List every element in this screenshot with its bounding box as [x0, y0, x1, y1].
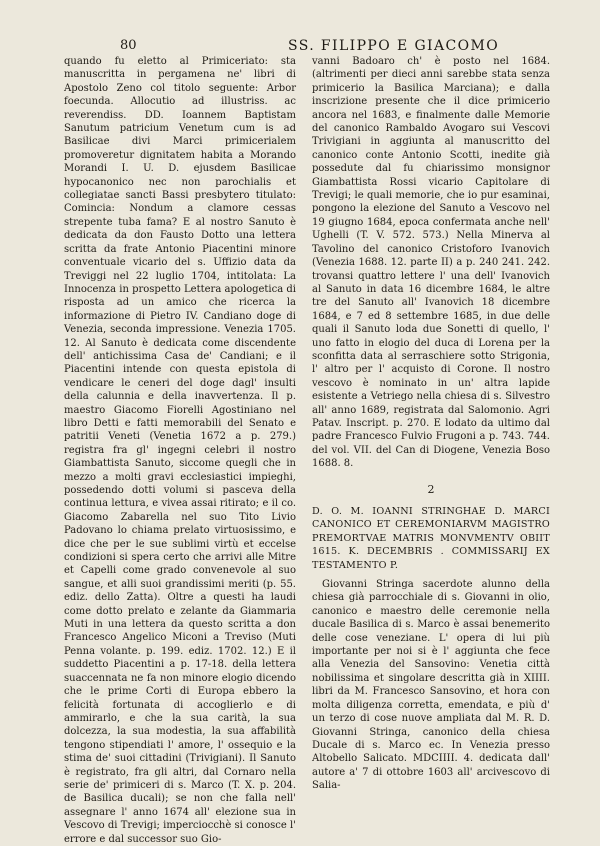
right-paragraph-after: Giovanni Stringa sacerdote alunno della chiesa già parrocchiale di s. Giovanni in olio, canonico e maestro delle ceremonie nella ducale Basilica di s. Marco è assai benemerito delle cose veneziane. L' opera di lui più importante per noi si è l' aggiunta che fece alla Venezia del Sansovino: Venetia città nobilissima et singolare descritta già in XIIII. libri da M. Francesco Sansovino, et hora con molta diligenza corretta, emendata, e più d' un terzo di cose nuove ampliata dal M. R. D. Giovanni Stringa, canonico della chiesa Ducale di s. Marco ec. In Venezia presso Altobello Salicato. MDCIIII. 4. dedicata dall' autore a' 7 di ottobre 1603 all' arcivescovo di Salia- — [312, 579, 550, 792]
page-number: 80 — [120, 38, 137, 53]
left-paragraph: quando fu eletto al Primiceriato: sta manuscritta in pergamena ne' libri di Apostolo Zeno col titolo seguente: Arbor foecunda. Allocutio ad illustriss. ac reverendiss. DD. Ioannem Baptistam Sanutum patricium Venetum cum is ad Basilicae divi Marci primicerialem promoveretur dignitatem habita a Morando Morandi I. U. D. ejusdem Basilicae hypocanonico nec non parochialis et collegiatae sancti Bassi presbytero titulato: Comincia: Nondum a clamore cessas strepente tuba fama? E al nostro Sanuto è dedicata da don Fausto Dotto una lettera scritta da frate Antonio Piacentini minore conventuale vicario del s. Uffizio data da Treviggi nel 22 luglio 1704, intitolata: La Innocenza in prospetto Lettera apologetica di risposta ad un amico che ricerca la informazione di Pietro IV. Candiano doge di Venezia, seconda impressione. Venezia 1705. 12. Al Sanuto è dedicata come discendente dell' antichissima Casa de' Candiani; e il Piacentini intende con questa epistola di vendicare le ceneri del doge dagl' insulti della calunnia e della inavvertenza. Il p. maestro Giacomo Fiorelli Agostiniano nel libro Detti e fatti memorabili del Senato e patritii Veneti (Venetia 1672 a p. 279.) registra fra gl' ingegni celebri il nostro Giambattista Sanuto, siccome quegli che in mezzo a molti gravi ecclesiastici impieghi, possedendo dotti volumi si pasceva della continua lettura, e vivea assai ritirato; e il co. Giacomo Zabarella nel suo Tito Livio Padovano lo chiama prelato virtuosissimo, e dice che per le sue sublimi virtù et eccelse condizioni si spera certo che arrivi alle Mitre et Capelli come grado convenevole al suo sangue, et alli suoi grandissimi meriti (p. 55. ediz. dello Zatta). Oltre a questi ha laudi come dotto prelato e zelante da Giammaria Muti in una lettera da questo scritta a don Francesco Angelico Miconi a Treviso (Muti Penna volante. p. 199. ediz. 1702. 12.) E il suddetto Piacentini a p. 17-18. della lettera suaccennata ne fa non minore elogio dicendo che le prime Corti di Europa ebbero la felicità fortunata di accoglierlo e di ammirarlo, e che la sua carità, la sua dolcezza, la sua modestia, la sua affabilità tengono stipendiati l' amore, l' ossequio e la stima de' suoi cittadini (Trivigiani). Il Sanuto è registrato, fra gli altri, dal Cornaro nella serie de' primiceri di s. Marco (T. X. p. 204. de Basilica ducali); se non che falla nell' assegnare l' anno 1674 all' elezione sua in Vescovo di Trevigi; imperciocchè si conosce l' errore e dal successor suo Gio- — [64, 56, 296, 845]
running-head: SS. FILIPPO E GIACOMO — [288, 38, 500, 54]
inscription-text: D. O. M. IOANNI STRINGHAE D. MARCI CANONICO ET CEREMONIARVM MAGISTRO PREMORTVAE MATRIS MONVMENTV OBIIT 1615. K. DECEMBRIS . COMMISSARIJ EX TESTAMENTO P. — [312, 506, 550, 571]
section-number: 2 — [427, 482, 435, 496]
right-column — [312, 55, 550, 793]
right-paragraph: vanni Badoaro ch' è posto nel 1684. (altrimenti per dieci anni sarebbe stata senza primicerio la Basilica Marciana); e dalla inscrizione presente che il dice primicerio ancora nel 1683, e finalmente dalle Memorie del canonico Rambaldo Avogaro sui Vescovi Trivigiani in aggiunta al manuscritto del canonico conte Antonio Scotti, inedite già possedute dal fu chiarissimo monsignor Giambattista Rossi vicario Capitolare di Trevigi; le quali memorie, che io pur esaminai, pongono la elezione del Sanuto a Vescovo nel 19 giugno 1684, epoca confermata anche nell' Ughelli (T. V. 572. 573.) Nella Minerva al Tavolino del canonico Cristoforo Ivanovich (Venezia 1688. 12. parte II) a p. 240 241. 242. trovansi quattro lettere l' una dell' Ivanovich al Sanuto in data 16 dicembre 1684, le altre tre del Sanuto all' Ivanovich 18 dicembre 1684, e 7 ed 8 settembre 1685, in due delle quali il Sanuto loda due Sonetti di quello, l' uno fatto in elogio del duca di Lorena per la sconfitta data al serraschiere sotto Strigonia, l' altro per l' acquisto di Corone. Il nostro vescovo è nominato in un' altra lapide esistente a Vetriego nella chiesa di s. Silvestro all' anno 1689, registrata dal Salomonio. Agri Patav. Inscript. p. 270. E lodato da ultimo dal padre Francesco Fulvio Frugoni a p. 743. 744. del vol. VII. del Can di Diogene, Venezia Boso 1688. 8. — [312, 56, 550, 470]
left-column — [64, 55, 296, 846]
